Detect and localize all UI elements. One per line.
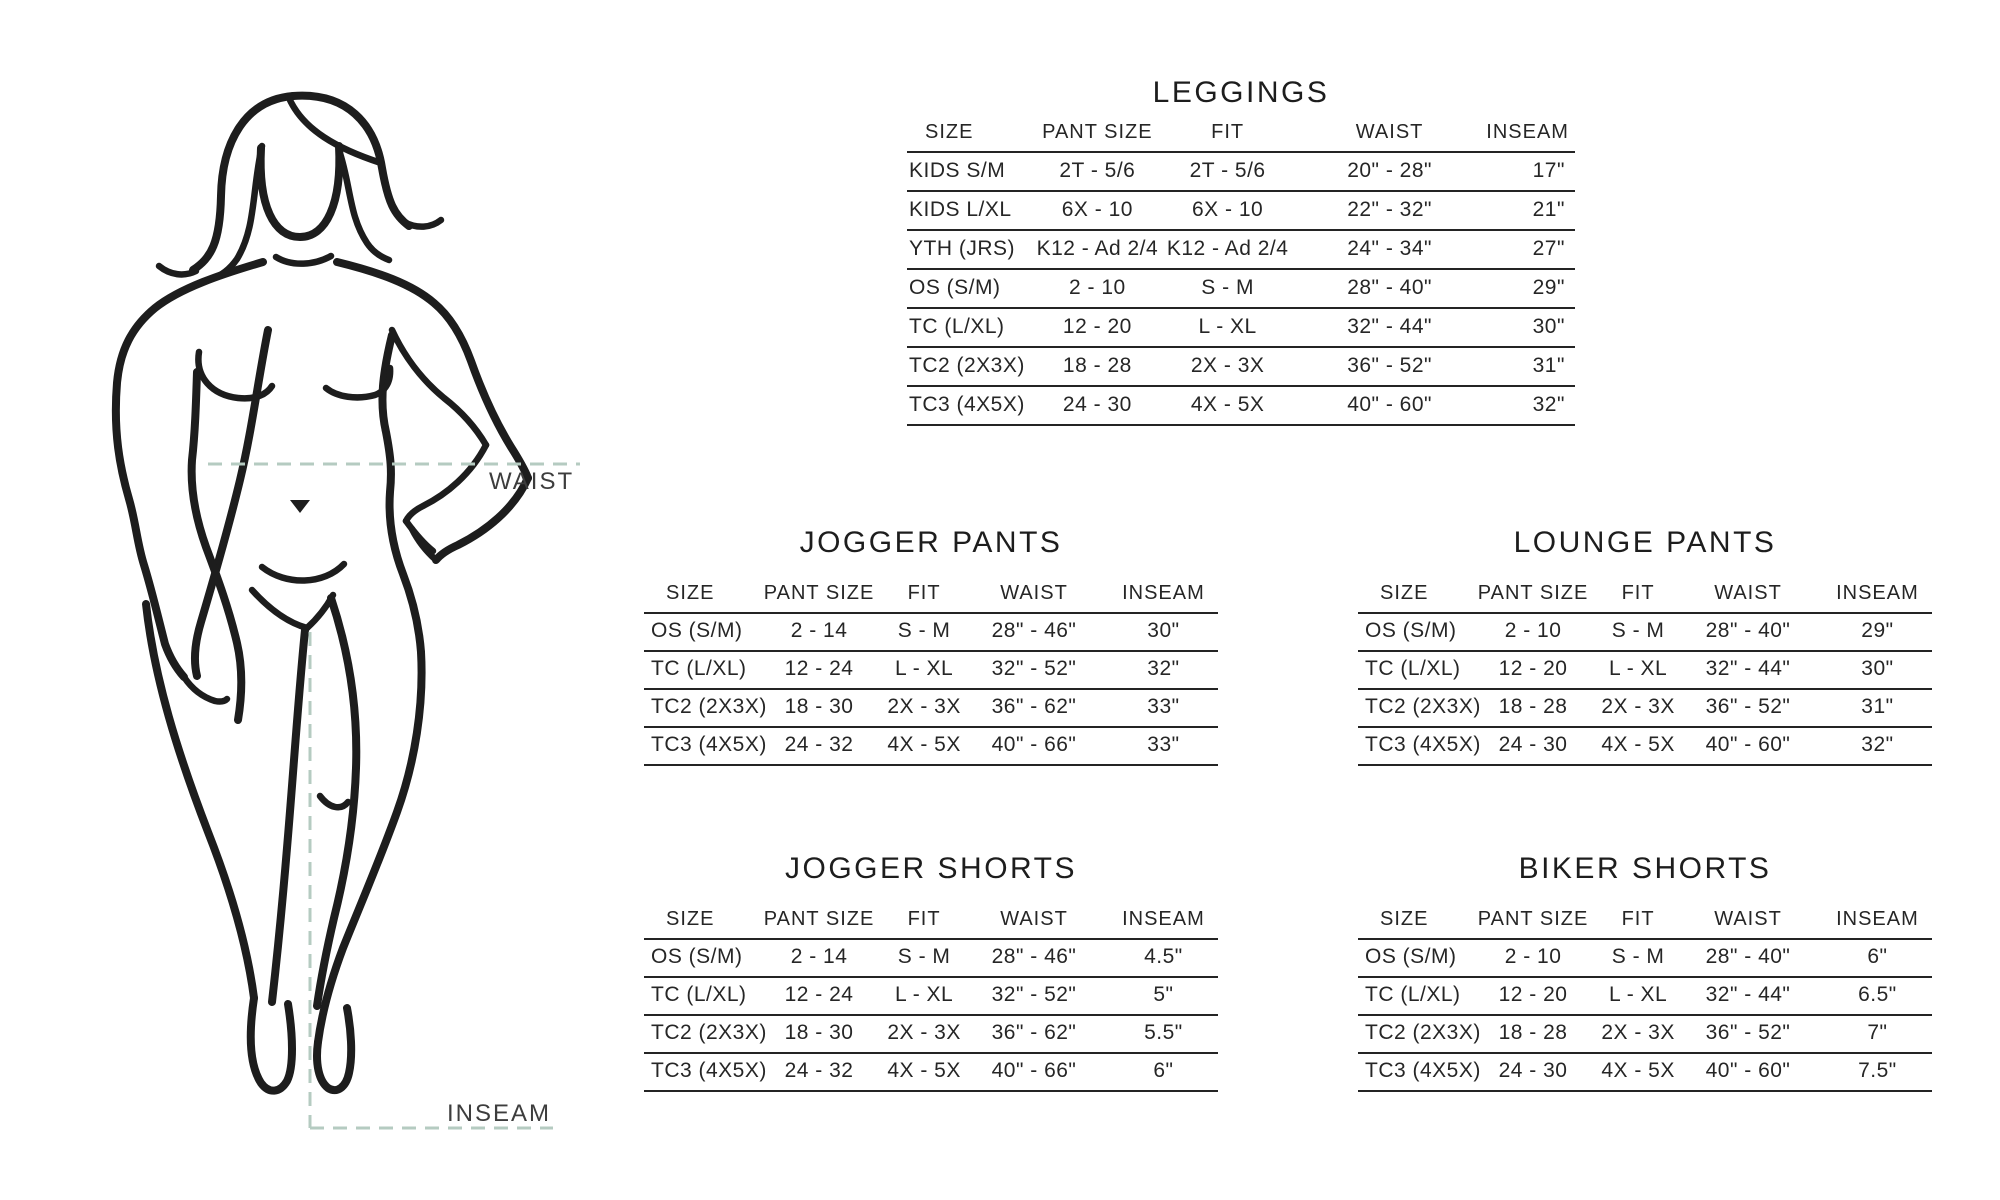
column-header: INSEAM <box>1109 586 1218 614</box>
table-cell: OS (S/M) <box>1358 940 1463 978</box>
table-cell: 7.5" <box>1823 1054 1932 1092</box>
table-cell: OS (S/M) <box>907 270 1037 309</box>
table-cell: 24 - 30 <box>1463 728 1603 766</box>
table-cell: 2T - 5/6 <box>1157 153 1297 192</box>
column-header: SIZE <box>1358 912 1463 940</box>
size-table-grid <box>907 121 1575 426</box>
table-cell: 4X - 5X <box>889 1054 959 1092</box>
table-cell: S - M <box>1603 614 1673 652</box>
table-cell: 28" - 40" <box>1673 940 1823 978</box>
table-cell: 32" <box>1109 652 1218 690</box>
table-cell: 24" - 34" <box>1298 231 1482 270</box>
table-cell: 32" - 52" <box>959 652 1109 690</box>
table-cell: 2 - 14 <box>749 940 889 978</box>
table-cell: S - M <box>889 940 959 978</box>
size-table-title: JOGGER PANTS <box>799 526 1063 559</box>
table-cell: L - XL <box>1603 978 1673 1016</box>
column-header: PANT SIZE <box>1463 586 1603 614</box>
table-cell: 28" - 46" <box>959 614 1109 652</box>
table-cell: L - XL <box>1157 309 1297 348</box>
size-table-title: JOGGER SHORTS <box>785 852 1077 885</box>
table-cell: 40" - 60" <box>1298 387 1482 426</box>
table-cell: TC (L/XL) <box>644 652 749 690</box>
table-cell: 24 - 32 <box>749 1054 889 1092</box>
size-table-grid <box>1358 582 1932 766</box>
column-header: PANT SIZE <box>1037 125 1157 153</box>
table-cell: S - M <box>1603 940 1673 978</box>
table-cell: 4.5" <box>1109 940 1218 978</box>
table-cell: 5" <box>1109 978 1218 1016</box>
table-cell: 18 - 28 <box>1463 1016 1603 1054</box>
table-cell: K12 - Ad 2/4 <box>1157 231 1297 270</box>
table-cell: 2X - 3X <box>889 1016 959 1054</box>
table-cell: 6.5" <box>1823 978 1932 1016</box>
table-cell: L - XL <box>1603 652 1673 690</box>
table-cell: 29" <box>1481 270 1575 309</box>
table-cell: 32" - 44" <box>1673 978 1823 1016</box>
table-cell: 12 - 24 <box>749 652 889 690</box>
table-cell: 30" <box>1109 614 1218 652</box>
table-cell: 32" - 44" <box>1673 652 1823 690</box>
column-header: SIZE <box>644 586 749 614</box>
table-cell: OS (S/M) <box>644 614 749 652</box>
table-cell: 4X - 5X <box>1603 1054 1673 1092</box>
table-cell: 17" <box>1481 153 1575 192</box>
figure-illustration <box>80 60 600 1170</box>
table-jogger-pants <box>644 526 1218 766</box>
table-leggings <box>907 76 1575 426</box>
size-table-title: LEGGINGS <box>1152 76 1330 109</box>
column-header: PANT SIZE <box>749 586 889 614</box>
table-cell: TC3 (4X5X) <box>644 1054 749 1092</box>
table-cell: 6" <box>1109 1054 1218 1092</box>
navel-mark <box>290 500 310 513</box>
size-table-title: LOUNGE PANTS <box>1513 526 1777 559</box>
table-cell: 40" - 60" <box>1673 1054 1823 1092</box>
table-biker-shorts <box>1358 852 1932 1092</box>
table-cell: TC (L/XL) <box>644 978 749 1016</box>
column-header: WAIST <box>959 586 1109 614</box>
table-cell: 32" <box>1823 728 1932 766</box>
table-cell: 31" <box>1823 690 1932 728</box>
measurement-guides <box>208 464 580 1128</box>
column-header: INSEAM <box>1109 912 1218 940</box>
table-cell: KIDS L/XL <box>907 192 1037 231</box>
table-cell: 27" <box>1481 231 1575 270</box>
table-cell: S - M <box>1157 270 1297 309</box>
table-cell: 33" <box>1109 690 1218 728</box>
table-cell: 6X - 10 <box>1037 192 1157 231</box>
table-cell: 20" - 28" <box>1298 153 1482 192</box>
table-cell: TC (L/XL) <box>1358 978 1463 1016</box>
table-cell: TC2 (2X3X) <box>1358 1016 1463 1054</box>
column-header: INSEAM <box>1823 912 1932 940</box>
inseam-label: INSEAM <box>447 1100 552 1127</box>
table-cell: 4X - 5X <box>889 728 959 766</box>
table-cell: 22" - 32" <box>1298 192 1482 231</box>
legs-outline <box>146 598 422 1091</box>
column-header: PANT SIZE <box>1463 912 1603 940</box>
face-outline <box>261 146 340 264</box>
table-cell: 30" <box>1823 652 1932 690</box>
column-header: WAIST <box>959 912 1109 940</box>
table-cell: TC3 (4X5X) <box>907 387 1037 426</box>
column-header: SIZE <box>644 912 749 940</box>
table-cell: 5.5" <box>1109 1016 1218 1054</box>
size-table-grid <box>1358 908 1932 1092</box>
table-cell: 40" - 66" <box>959 1054 1109 1092</box>
table-cell: OS (S/M) <box>644 940 749 978</box>
size-table-title: BIKER SHORTS <box>1518 852 1772 885</box>
table-cell: 36" - 52" <box>1673 690 1823 728</box>
table-cell: 24 - 32 <box>749 728 889 766</box>
table-lounge-pants <box>1358 526 1932 766</box>
table-cell: 32" - 52" <box>959 978 1109 1016</box>
table-cell: 33" <box>1109 728 1218 766</box>
table-cell: 2X - 3X <box>889 690 959 728</box>
table-cell: 28" - 40" <box>1673 614 1823 652</box>
table-cell: 36" - 62" <box>959 690 1109 728</box>
table-cell: S - M <box>889 614 959 652</box>
table-cell: 28" - 46" <box>959 940 1109 978</box>
table-cell: 12 - 20 <box>1463 978 1603 1016</box>
table-cell: 36" - 52" <box>1298 348 1482 387</box>
table-cell: 30" <box>1481 309 1575 348</box>
table-cell: 12 - 24 <box>749 978 889 1016</box>
table-cell: 36" - 62" <box>959 1016 1109 1054</box>
column-header: FIT <box>1157 125 1297 153</box>
table-cell: 2 - 10 <box>1037 270 1157 309</box>
table-cell: 2T - 5/6 <box>1037 153 1157 192</box>
table-cell: 2X - 3X <box>1603 690 1673 728</box>
column-header: FIT <box>1603 912 1673 940</box>
size-table-grid <box>644 582 1218 766</box>
table-cell: K12 - Ad 2/4 <box>1037 231 1157 270</box>
table-cell: 18 - 30 <box>749 690 889 728</box>
table-cell: 24 - 30 <box>1037 387 1157 426</box>
column-header: PANT SIZE <box>749 912 889 940</box>
column-header: WAIST <box>1298 125 1482 153</box>
table-cell: 6" <box>1823 940 1932 978</box>
table-cell: 6X - 10 <box>1157 192 1297 231</box>
table-cell: TC2 (2X3X) <box>644 690 749 728</box>
table-cell: KIDS S/M <box>907 153 1037 192</box>
column-header: SIZE <box>1358 586 1463 614</box>
table-cell: 7" <box>1823 1016 1932 1054</box>
table-cell: TC3 (4X5X) <box>1358 728 1463 766</box>
table-cell: 40" - 66" <box>959 728 1109 766</box>
table-cell: TC3 (4X5X) <box>644 728 749 766</box>
column-header: SIZE <box>907 125 1037 153</box>
table-cell: L - XL <box>889 652 959 690</box>
table-cell: 28" - 40" <box>1298 270 1482 309</box>
table-cell: TC (L/XL) <box>907 309 1037 348</box>
table-cell: TC2 (2X3X) <box>907 348 1037 387</box>
table-jogger-shorts <box>644 852 1218 1092</box>
table-cell: L - XL <box>889 978 959 1016</box>
column-header: WAIST <box>1673 912 1823 940</box>
table-cell: 40" - 60" <box>1673 728 1823 766</box>
table-cell: TC3 (4X5X) <box>1358 1054 1463 1092</box>
table-cell: TC2 (2X3X) <box>1358 690 1463 728</box>
column-header: FIT <box>889 586 959 614</box>
table-cell: 4X - 5X <box>1157 387 1297 426</box>
table-cell: YTH (JRS) <box>907 231 1037 270</box>
table-cell: 29" <box>1823 614 1932 652</box>
table-cell: 18 - 28 <box>1463 690 1603 728</box>
table-cell: 36" - 52" <box>1673 1016 1823 1054</box>
size-table-grid <box>644 908 1218 1092</box>
table-cell: 32" <box>1481 387 1575 426</box>
right-arm-outline <box>337 262 528 560</box>
knee-mark <box>320 796 348 807</box>
table-cell: 2 - 14 <box>749 614 889 652</box>
column-header: FIT <box>889 912 959 940</box>
table-cell: 2 - 10 <box>1463 940 1603 978</box>
table-cell: 12 - 20 <box>1037 309 1157 348</box>
table-cell: 32" - 44" <box>1298 309 1482 348</box>
table-cell: 2 - 10 <box>1463 614 1603 652</box>
table-cell: 24 - 30 <box>1463 1054 1603 1092</box>
column-header: INSEAM <box>1481 125 1575 153</box>
hair-outline <box>159 96 441 279</box>
column-header: INSEAM <box>1823 586 1932 614</box>
table-cell: TC (L/XL) <box>1358 652 1463 690</box>
table-cell: 12 - 20 <box>1463 652 1603 690</box>
table-cell: TC2 (2X3X) <box>644 1016 749 1054</box>
table-cell: 18 - 28 <box>1037 348 1157 387</box>
column-header: WAIST <box>1673 586 1823 614</box>
table-cell: 18 - 30 <box>749 1016 889 1054</box>
column-header: FIT <box>1603 586 1673 614</box>
table-cell: 2X - 3X <box>1603 1016 1673 1054</box>
waist-label: WAIST <box>489 468 575 495</box>
table-cell: OS (S/M) <box>1358 614 1463 652</box>
table-cell: 2X - 3X <box>1157 348 1297 387</box>
table-cell: 21" <box>1481 192 1575 231</box>
table-cell: 31" <box>1481 348 1575 387</box>
table-cell: 4X - 5X <box>1603 728 1673 766</box>
